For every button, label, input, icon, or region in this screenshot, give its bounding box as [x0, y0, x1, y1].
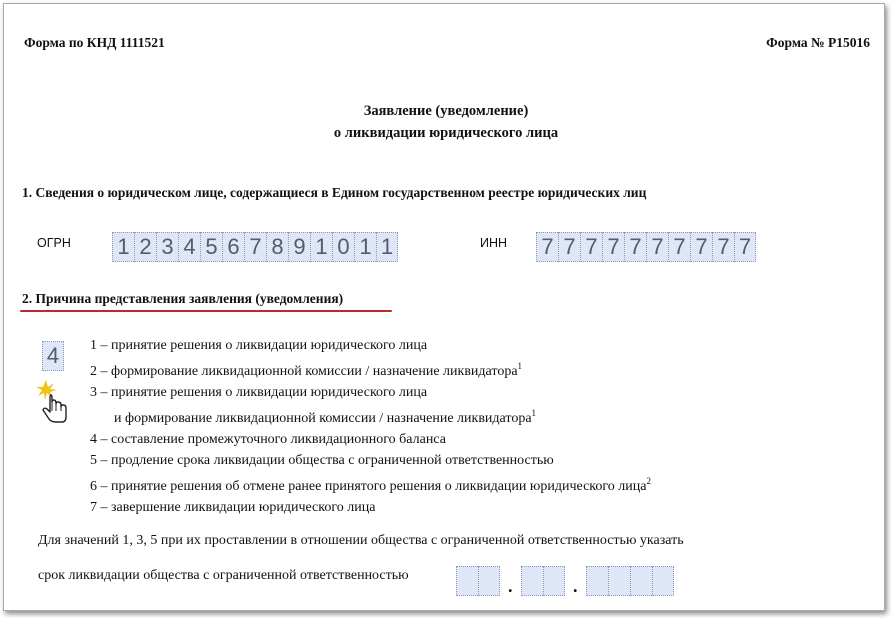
digit-cell: 7 [244, 232, 266, 262]
digit-cell: 3 [156, 232, 178, 262]
digit-cell: 0 [332, 232, 354, 262]
digit-cell: 7 [712, 232, 734, 262]
footnote-mark: 2 [646, 476, 651, 486]
form-code-left: Форма по КНД 1111521 [24, 35, 165, 50]
digit-cell: 7 [734, 232, 756, 262]
reason-option-3-continuation [90, 403, 651, 429]
digit-cell: 1 [354, 232, 376, 262]
reason-option-1 [90, 335, 651, 356]
reason-option-text: 4 – составление промежуточного ликвидационного баланса [90, 432, 446, 447]
digit-cell: 4 [178, 232, 200, 262]
digit-cell: 1 [112, 232, 134, 262]
reason-option-text: 7 – завершение ликвидации юридического лица [90, 500, 376, 515]
hand-pointer-icon [36, 378, 70, 424]
date-separator: . [573, 576, 578, 596]
reason-code-field[interactable]: 4 [42, 341, 64, 371]
form-page [3, 3, 885, 611]
digit-cell: 7 [602, 232, 624, 262]
reason-option-7 [90, 497, 651, 518]
reason-option-4 [90, 429, 651, 450]
form-title-line2: о ликвидации юридического лица [333, 125, 559, 141]
reason-option-2 [90, 356, 651, 382]
reason-option-6 [90, 471, 651, 497]
form-title-line1: Заявление (уведомление) [363, 103, 529, 119]
date-separator: . [508, 576, 513, 596]
liquidation-date-day-field[interactable] [456, 566, 500, 596]
reason-option-text: 3 – принятие решения о ликвидации юридического лица [90, 385, 428, 400]
digit-cell: 7 [624, 232, 646, 262]
reason-option-3 [90, 382, 651, 403]
reason-option-text: 2 – формирование ликвидационной комиссии / назначение ликвидатора [90, 364, 518, 379]
inn-field[interactable] [536, 232, 756, 262]
reason-option-5 [90, 450, 651, 471]
liquidation-date-year-field[interactable] [586, 566, 674, 596]
digit-cell: 7 [536, 232, 558, 262]
digit-cell: 1 [310, 232, 332, 262]
reason-option-text: 1 – принятие решения о ликвидации юридического лица [90, 338, 428, 353]
inn-label: ИНН [480, 236, 508, 250]
section2-highlight-underline [20, 310, 392, 312]
reason-option-text: 5 – продление срока ликвидации общества с ограниченной ответственностью [90, 453, 554, 468]
digit-cell: 6 [222, 232, 244, 262]
digit-cell: 7 [646, 232, 668, 262]
form-code-right: Форма № Р15016 [766, 35, 870, 50]
liquidation-date-month-field[interactable] [521, 566, 565, 596]
section2-heading: 2. Причина представления заявления (уведомления) [22, 291, 344, 306]
ogrn-field[interactable] [112, 232, 398, 262]
digit-cell: 2 [134, 232, 156, 262]
note-line1: Для значений 1, 3, 5 при их проставлении в отношении общества с ограниченной ответственностью указать [38, 533, 684, 548]
footnote-mark: 1 [531, 408, 537, 418]
digit-cell: 7 [690, 232, 712, 262]
reason-option-text: 6 – принятие решения об отмене ранее принятого решения о ликвидации юридического лица [90, 479, 647, 494]
digit-cell: 7 [580, 232, 602, 262]
digit-cell: 8 [266, 232, 288, 262]
note-line2: срок ликвидации общества с ограниченной ответственностью [38, 568, 409, 583]
reason-options-list [90, 335, 651, 518]
digit-cell: 7 [558, 232, 580, 262]
ogrn-label: ОГРН [37, 236, 71, 250]
digit-cell: 5 [200, 232, 222, 262]
digit-cell: 1 [376, 232, 398, 262]
digit-cell: 7 [668, 232, 690, 262]
section1-heading: 1. Сведения о юридическом лице, содержащиеся в Едином государственном реестре юридических лиц [22, 185, 647, 200]
footnote-mark: 1 [517, 361, 523, 371]
reason-option-text: и формирование ликвидационной комиссии / назначение ликвидатора [114, 411, 532, 426]
digit-cell: 9 [288, 232, 310, 262]
